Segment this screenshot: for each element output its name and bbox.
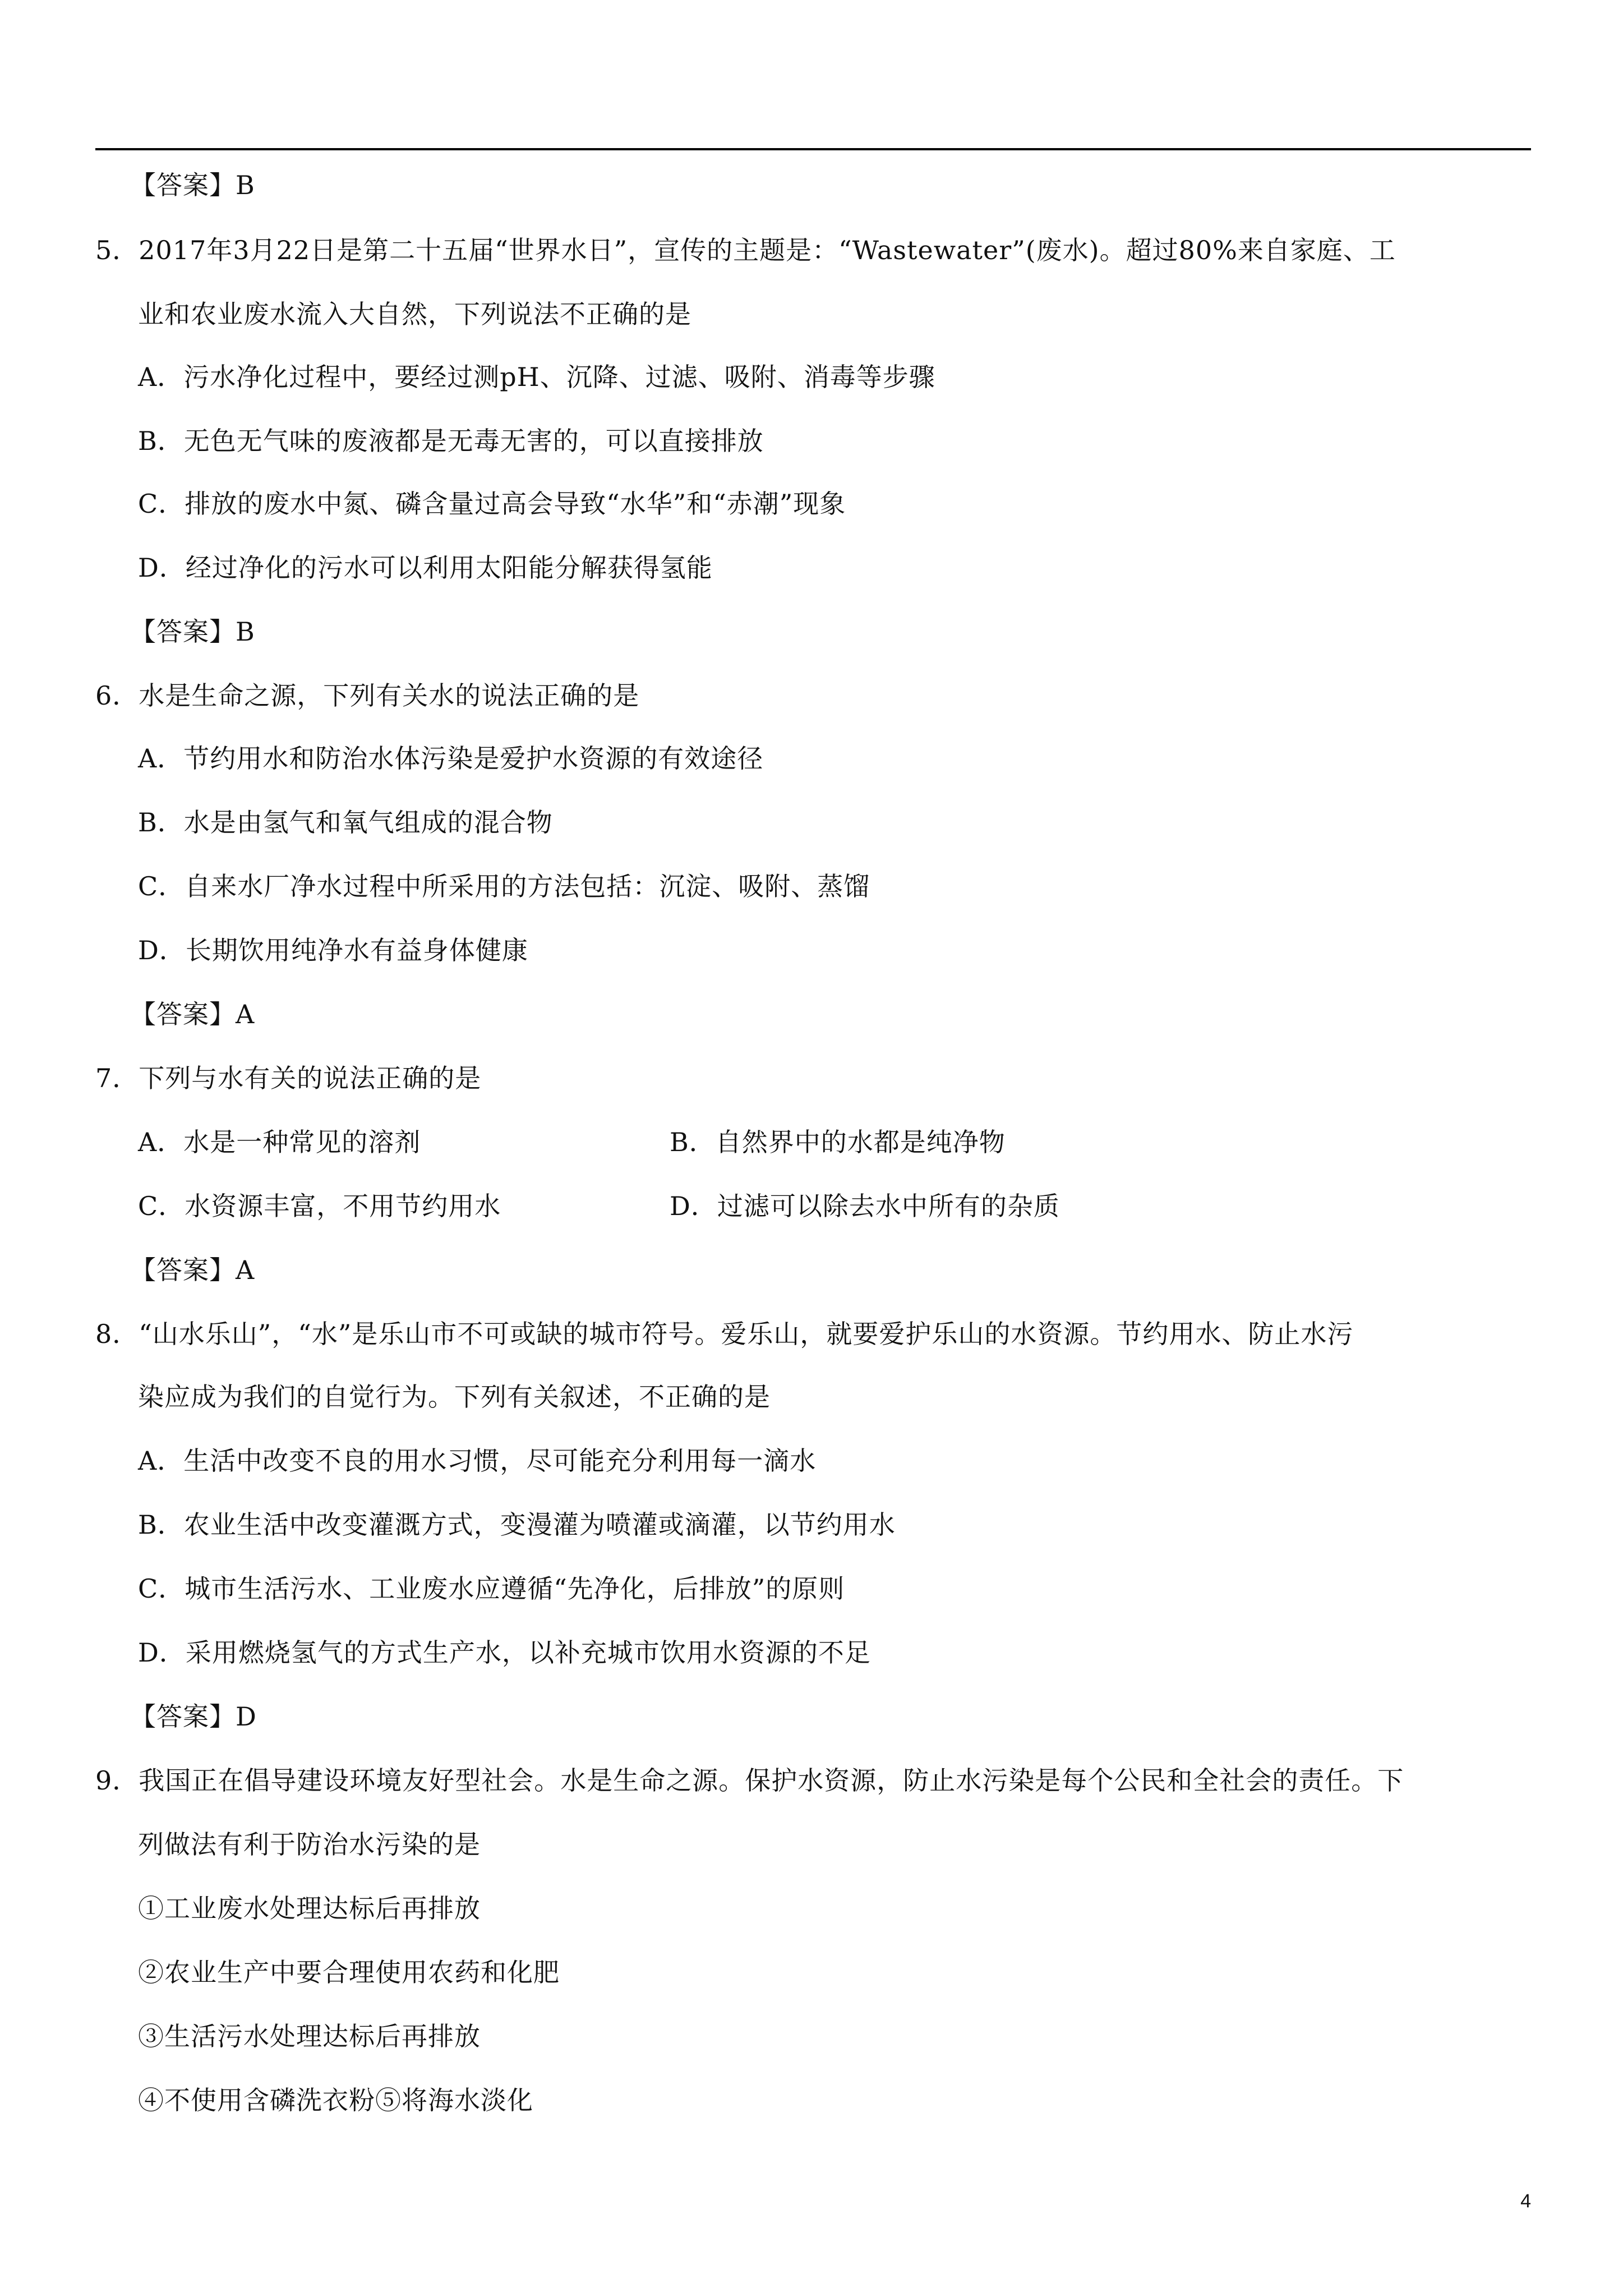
q7-stem: 7．下列与水有关的说法正确的是 <box>95 1063 482 1093</box>
q9-item-2: ②农业生产中要合理使用农药和化肥 <box>138 1957 560 1987</box>
q8-option-a: A．生活中改变不良的用水习惯，尽可能充分利用每一滴水 <box>138 1446 817 1476</box>
q9-stem-line2: 列做法有利于防治水污染的是 <box>138 1829 481 1860</box>
q5-option-c: C．排放的废水中氮、磷含量过高会导致“水华”和“赤潮”现象 <box>138 489 846 519</box>
q6-stem: 6．水是生命之源，下列有关水的说法正确的是 <box>95 680 640 711</box>
q5-option-b: B．无色无气味的废液都是无毒无害的，可以直接排放 <box>138 426 764 456</box>
q6-option-a: A．节约用水和防治水体污染是爱护水资源的有效途径 <box>138 743 764 774</box>
q8-option-b: B．农业生活中改变灌溉方式，变漫灌为喷灌或滴灌，以节约用水 <box>138 1510 896 1540</box>
q5-stem-line1: 5．2017年3月22日是第二十五届“世界水日”，宣传的主题是：“Wastewater”(废水)。超过80%来自家庭、工 <box>95 235 1396 265</box>
q8-option-c: C．城市生活污水、工业废水应遵循“先净化，后排放”的原则 <box>138 1573 845 1604</box>
q6-option-c: C．自来水厂净水过程中所采用的方法包括：沉淀、吸附、蒸馏 <box>138 871 870 901</box>
q5-option-a: A．污水净化过程中，要经过测pH、沉降、过滤、吸附、消毒等步骤 <box>138 362 935 392</box>
q7-option-a: A．水是一种常见的溶剂 <box>138 1127 421 1157</box>
answer-q4: 【答案】B <box>130 170 255 200</box>
header-rule <box>95 148 1531 150</box>
q9-item-4-5: ④不使用含磷洗衣粉⑤将海水淡化 <box>138 2085 533 2115</box>
q8-option-d: D．采用燃烧氢气的方式生产水，以补充城市饮用水资源的不足 <box>138 1637 871 1668</box>
answer-q7: 【答案】A <box>130 1255 255 1285</box>
q7-option-c: C．水资源丰富，不用节约用水 <box>138 1191 501 1221</box>
q9-item-3: ③生活污水处理达标后再排放 <box>138 2021 481 2051</box>
q8-stem-line2: 染应成为我们的自觉行为。下列有关叙述，不正确的是 <box>138 1382 771 1412</box>
q7-option-d: D．过滤可以除去水中所有的杂质 <box>670 1191 1060 1221</box>
q9-stem-line1: 9．我国正在倡导建设环境友好型社会。水是生命之源。保护水资源，防止水污染是每个公民和全社会的责任。下 <box>95 1765 1404 1796</box>
answer-q6: 【答案】A <box>130 999 255 1029</box>
page-number: 4 <box>1520 2191 1531 2212</box>
q6-option-d: D．长期饮用纯净水有益身体健康 <box>138 935 528 965</box>
q9-item-1: ①工业废水处理达标后再排放 <box>138 1893 481 1924</box>
q5-stem-line2: 业和农业废水流入大自然，下列说法不正确的是 <box>138 299 691 329</box>
answer-q8: 【答案】D <box>130 1701 257 1732</box>
q5-option-d: D．经过净化的污水可以利用太阳能分解获得氢能 <box>138 553 713 583</box>
q8-stem-line1: 8．“山水乐山”，“水”是乐山市不可或缺的城市符号。爱乐山，就要爱护乐山的水资源。节约用水、防止水污 <box>95 1319 1354 1349</box>
q7-option-b: B．自然界中的水都是纯净物 <box>670 1127 1006 1157</box>
q6-option-b: B．水是由氢气和氧气组成的混合物 <box>138 807 553 838</box>
answer-q5: 【答案】B <box>130 616 255 647</box>
